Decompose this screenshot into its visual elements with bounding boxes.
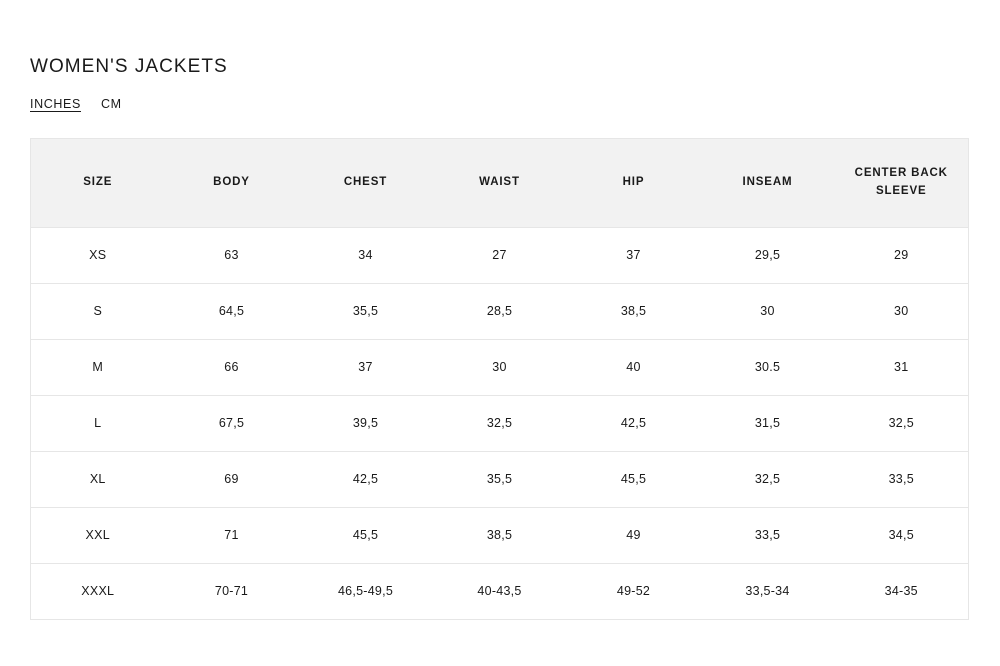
cell-chest: 37 [299,339,433,395]
table-row [31,507,969,563]
cell-body: 66 [165,339,299,395]
cell-body: 70-71 [165,563,299,619]
table-row [31,395,969,451]
cell-body: 64,5 [165,283,299,339]
cell-size: XL [31,451,165,507]
unit-option-cm[interactable]: CM [100,96,122,111]
cell-body: 63 [165,227,299,283]
cell-waist: 40-43,5 [433,563,567,619]
table-row [31,283,969,339]
cell-hip: 49-52 [567,563,701,619]
cell-size: XXL [31,507,165,563]
cell-waist: 30 [433,339,567,395]
cell-chest: 42,5 [299,451,433,507]
column-header-inseam: INSEAM [701,138,835,227]
column-header-chest: CHEST [299,138,433,227]
cell-size: XS [31,227,165,283]
cell-size: XXXL [31,563,165,619]
cell-body: 67,5 [165,395,299,451]
column-header-hip: HIP [567,138,701,227]
cell-center-back-sleeve: 31 [835,339,969,395]
cell-waist: 27 [433,227,567,283]
cell-waist: 38,5 [433,507,567,563]
cell-body: 69 [165,451,299,507]
cell-inseam: 33,5 [701,507,835,563]
cell-chest: 39,5 [299,395,433,451]
table-row [31,339,969,395]
cell-center-back-sleeve: 33,5 [835,451,969,507]
cell-center-back-sleeve: 34-35 [835,563,969,619]
cell-hip: 40 [567,339,701,395]
column-header-waist: WAIST [433,138,567,227]
cell-chest: 46,5-49,5 [299,563,433,619]
cell-center-back-sleeve: 34,5 [835,507,969,563]
column-header-body: BODY [165,138,299,227]
cell-hip: 38,5 [567,283,701,339]
cell-size: S [31,283,165,339]
table-row [31,451,969,507]
unit-toggle [30,97,970,112]
cell-inseam: 32,5 [701,451,835,507]
cell-inseam: 33,5-34 [701,563,835,619]
cell-size: L [31,395,165,451]
page-title: WOMEN'S JACKETS [30,56,228,77]
table-header [31,138,969,227]
cell-inseam: 30 [701,283,835,339]
cell-waist: 32,5 [433,395,567,451]
column-header-center-back-sleeve: CENTER BACK SLEEVE [835,138,969,227]
cell-hip: 42,5 [567,395,701,451]
cell-inseam: 30.5 [701,339,835,395]
cell-center-back-sleeve: 29 [835,227,969,283]
cell-waist: 35,5 [433,451,567,507]
cell-chest: 35,5 [299,283,433,339]
size-chart-table [30,138,969,620]
table-row [31,563,969,619]
cell-hip: 49 [567,507,701,563]
cell-waist: 28,5 [433,283,567,339]
cell-chest: 45,5 [299,507,433,563]
column-header-size: SIZE [31,138,165,227]
cell-body: 71 [165,507,299,563]
cell-inseam: 29,5 [701,227,835,283]
cell-hip: 45,5 [567,451,701,507]
cell-inseam: 31,5 [701,395,835,451]
cell-size: M [31,339,165,395]
cell-hip: 37 [567,227,701,283]
table-body [31,227,969,619]
cell-chest: 34 [299,227,433,283]
table-row [31,227,969,283]
unit-option-inches[interactable]: INCHES [30,96,81,111]
cell-center-back-sleeve: 32,5 [835,395,969,451]
cell-center-back-sleeve: 30 [835,283,969,339]
table-header-row [31,138,969,227]
